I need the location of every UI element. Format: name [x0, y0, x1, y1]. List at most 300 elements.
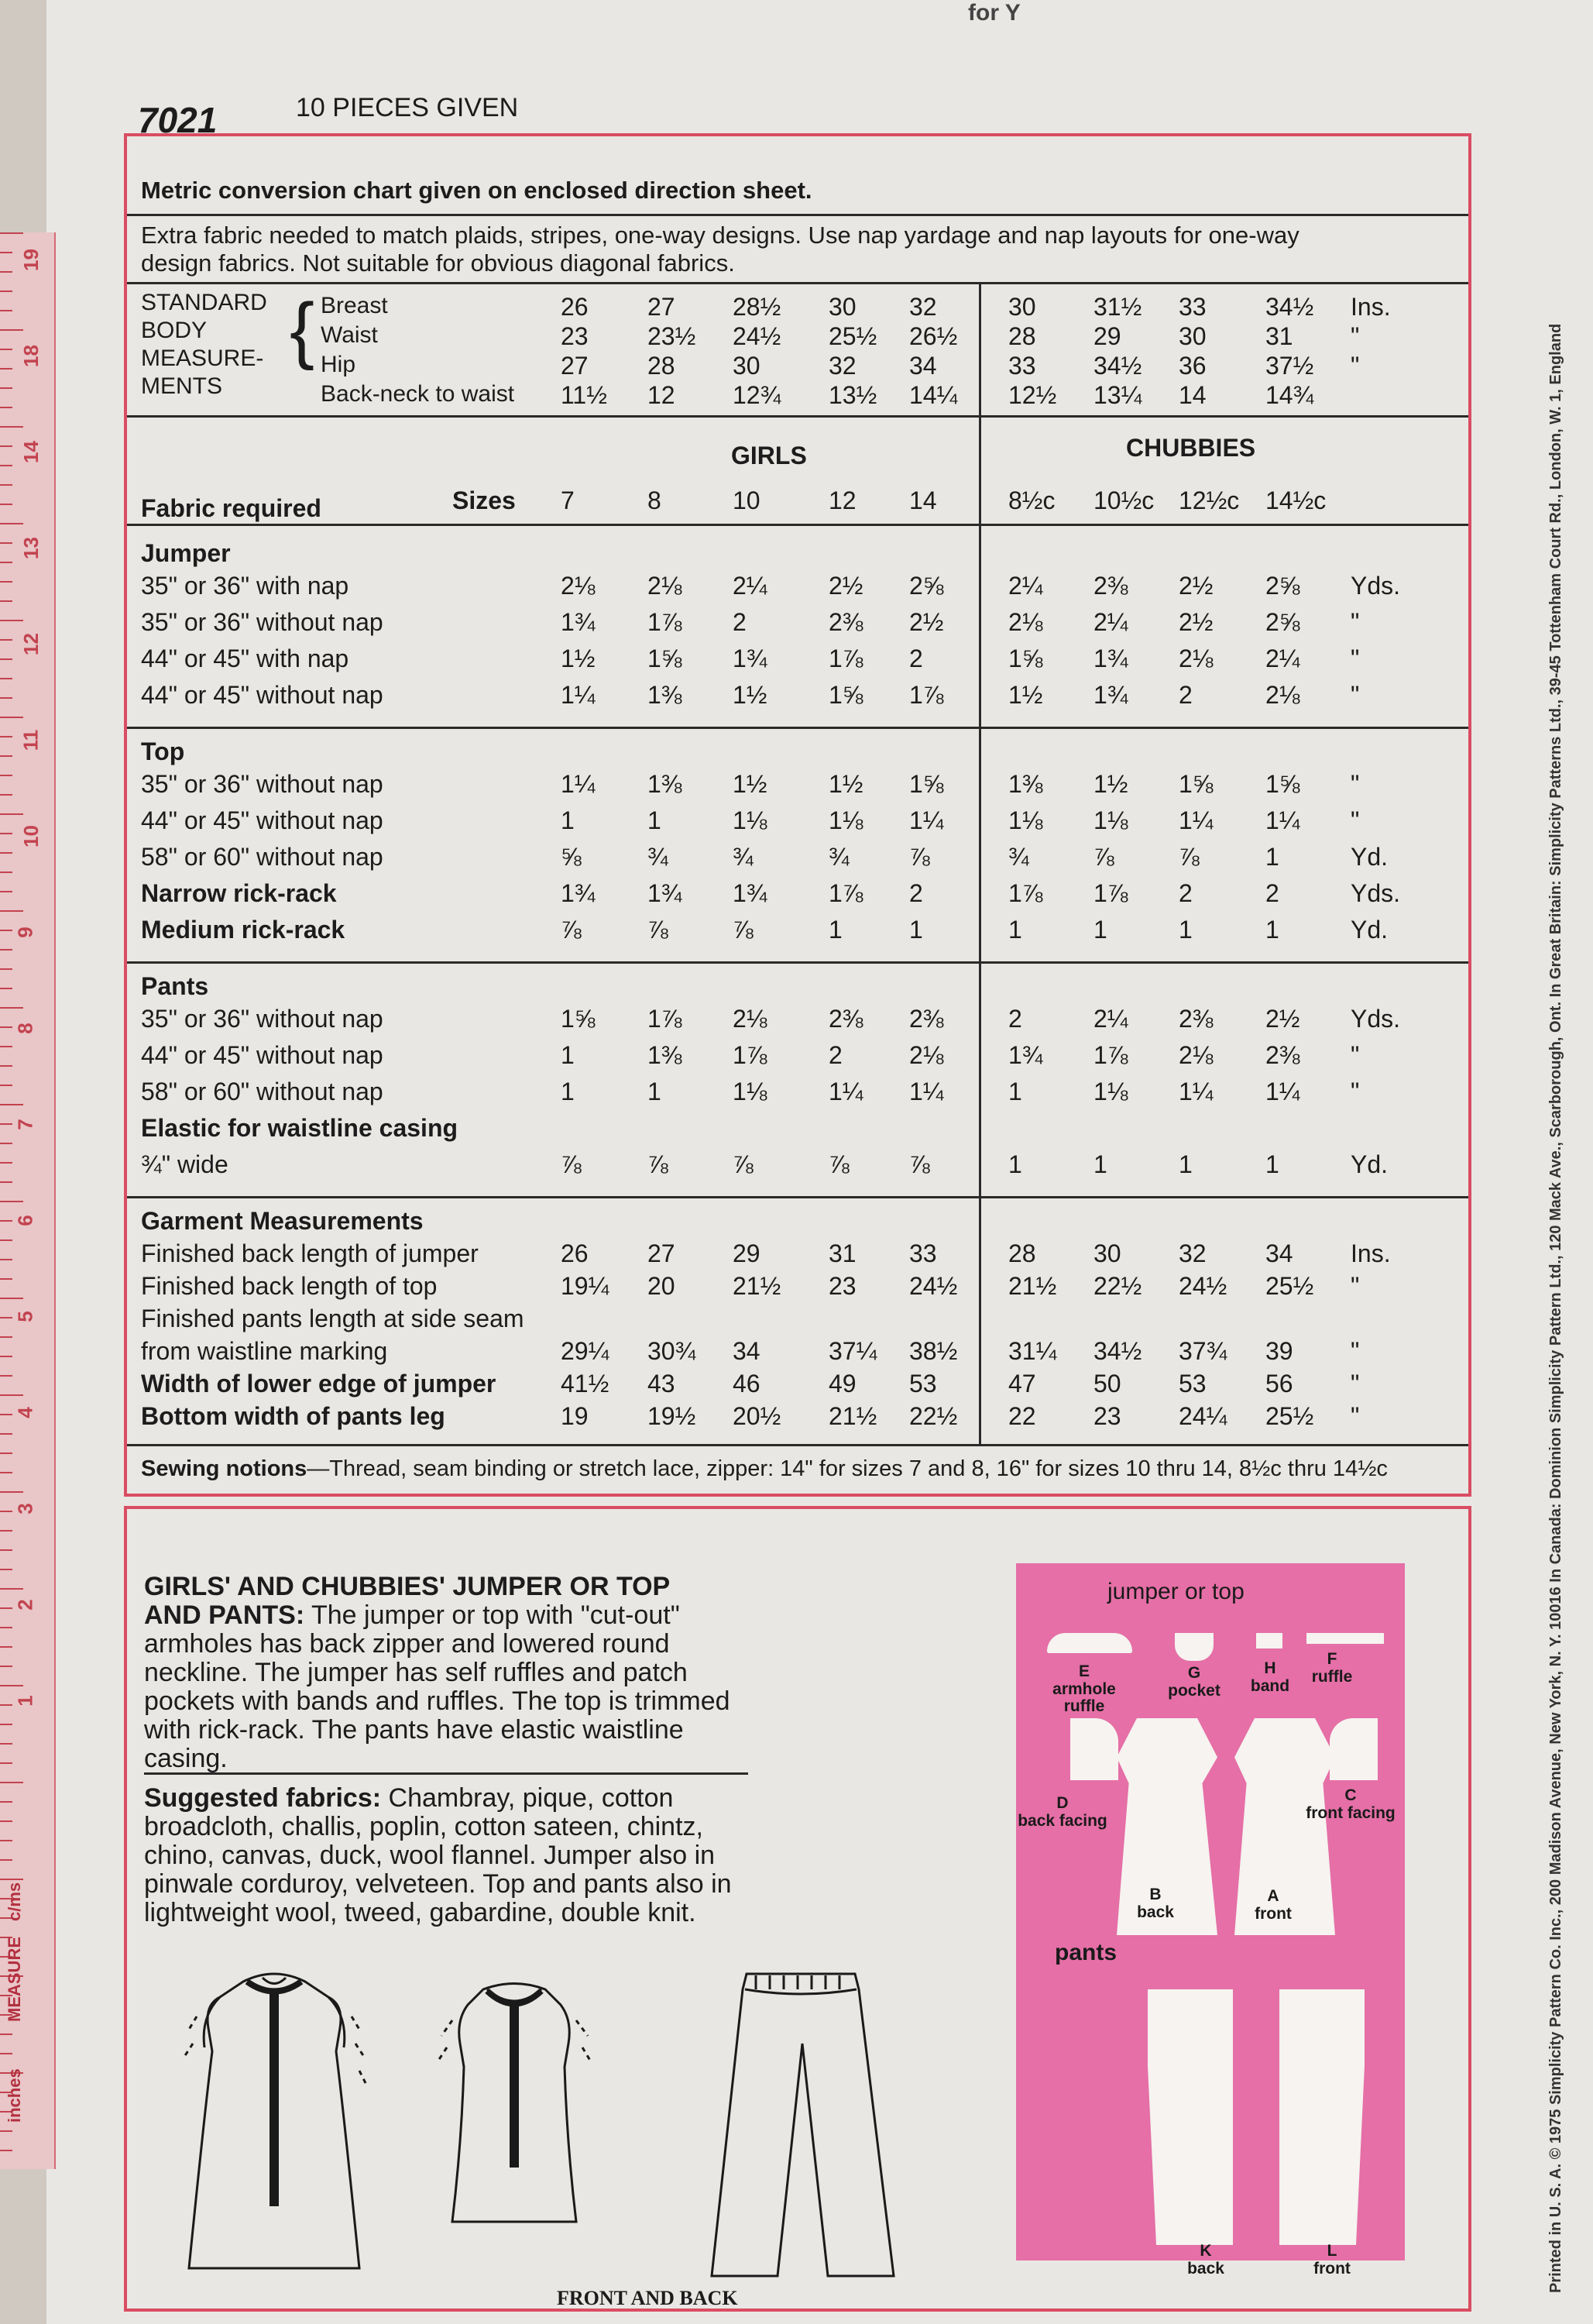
value-cell: 1⅝	[909, 770, 944, 798]
value-cell: 33	[1179, 293, 1207, 321]
tape-tick	[0, 1724, 12, 1725]
value-cell: 22	[1008, 1402, 1036, 1430]
value-cell: 1⅜	[647, 1041, 682, 1069]
unit-cell: "	[1351, 770, 1360, 798]
value-cell: 24½	[1179, 1272, 1227, 1300]
value-cell: 2⅜	[829, 1005, 863, 1033]
value-cell: 1⅝	[1008, 645, 1043, 672]
value-cell: 2	[733, 608, 747, 636]
tape-number: 2	[13, 1599, 37, 1611]
piece-e-shape	[1047, 1633, 1132, 1653]
value-cell: 1⅛	[1008, 806, 1043, 834]
tape-tick	[0, 271, 12, 273]
tape-tick	[0, 1782, 23, 1783]
value-cell: 43	[647, 1370, 675, 1397]
size-cell: 10	[733, 486, 760, 514]
pants-pieces-title: pants	[1055, 1940, 1118, 1965]
value-cell: 1⅞	[733, 1041, 767, 1069]
value-cell: 30	[829, 293, 857, 321]
value-cell: 1¾	[733, 879, 767, 907]
value-cell: 2⅜	[1179, 1005, 1214, 1033]
piece-name: front	[1255, 1905, 1292, 1923]
value-cell: 14	[1179, 381, 1207, 409]
tape-number: 10	[19, 825, 43, 847]
value-cell: 1⅞	[909, 681, 944, 709]
tape-tick	[0, 1336, 12, 1338]
standard-body-measurements-label: MENTS	[141, 373, 222, 399]
piece-name: back	[1137, 1903, 1174, 1921]
piece-letter: C	[1344, 1786, 1357, 1804]
value-cell: ⅞	[647, 1150, 668, 1178]
tape-word: c/ms	[5, 1882, 24, 1921]
value-cell: 1⅛	[1093, 806, 1128, 834]
value-cell: 2⅛	[1179, 645, 1214, 672]
tape-word: MEASURE	[5, 1936, 24, 2022]
value-cell: 1¼	[561, 681, 596, 709]
tape-number: 3	[13, 1503, 37, 1514]
tape-tick	[0, 1627, 12, 1628]
tape-tick	[0, 2033, 12, 2035]
value-cell: 30	[733, 352, 760, 380]
value-cell: 1	[561, 806, 575, 834]
sewing-notions-label: Sewing notions	[141, 1456, 307, 1481]
piece-letter: F	[1327, 1650, 1337, 1668]
value-cell: 25½	[1265, 1272, 1314, 1300]
tape-tick	[0, 891, 12, 892]
tape-tick	[0, 1026, 12, 1028]
value-cell: 25½	[829, 322, 877, 350]
value-cell: 34½	[1093, 352, 1142, 380]
unit-cell: Yds.	[1351, 879, 1401, 907]
tape-tick	[0, 910, 23, 912]
tape-tick	[0, 581, 12, 583]
value-cell: 1⅛	[1093, 1078, 1128, 1105]
value-cell: 2¼	[1093, 608, 1128, 636]
unit-cell: "	[1351, 681, 1360, 709]
tape-tick	[0, 968, 12, 970]
tape-tick	[0, 1859, 12, 1861]
value-cell: 31	[829, 1239, 857, 1267]
girls-heading: GIRLS	[731, 442, 807, 469]
unit-cell: "	[1351, 1402, 1360, 1430]
value-cell: 1	[561, 1041, 575, 1069]
tape-tick	[0, 1511, 12, 1512]
value-cell: 32	[829, 352, 857, 380]
piece-name: armhole ruffle	[1052, 1680, 1116, 1715]
piece-label	[1109, 1886, 1202, 1921]
tape-tick	[0, 1162, 12, 1164]
tape-number: 5	[13, 1311, 37, 1322]
piece-label	[1016, 1794, 1109, 1830]
tape-tick	[0, 484, 12, 486]
value-cell: 1	[1179, 916, 1193, 944]
value-cell: 2	[1265, 879, 1279, 907]
value-cell: 13½	[829, 381, 877, 409]
unit-cell: "	[1351, 1078, 1360, 1105]
value-cell: 2⅝	[1265, 608, 1300, 636]
value-cell: 14¾	[1265, 381, 1314, 409]
body-measurement-label: Back-neck to waist	[321, 381, 515, 407]
chubbies-heading: CHUBBIES	[1126, 434, 1256, 462]
value-cell: 2½	[1179, 608, 1214, 636]
piece-d-shape	[1070, 1718, 1118, 1780]
value-cell: 20	[647, 1272, 675, 1300]
tape-number: 14	[19, 441, 43, 463]
value-cell: 1⅛	[733, 1078, 767, 1105]
tape-tick	[0, 1666, 12, 1667]
value-cell: 30	[1008, 293, 1036, 321]
value-cell: 49	[829, 1370, 857, 1397]
piece-label	[1227, 1887, 1320, 1923]
value-cell: 26½	[909, 322, 958, 350]
divider	[127, 961, 1468, 964]
value-cell: 19¼	[561, 1272, 609, 1300]
tape-tick	[0, 329, 23, 331]
value-cell: 1½	[829, 770, 863, 798]
tape-tick	[0, 736, 12, 737]
tape-tick	[0, 775, 12, 776]
value-cell: ⅞	[733, 916, 754, 944]
tape-tick	[0, 930, 12, 931]
value-cell: 1¼	[1265, 806, 1300, 834]
tape-tick	[0, 523, 23, 524]
pieces-given: 10 PIECES GIVEN	[296, 93, 519, 122]
body-measurement-label: Hip	[321, 352, 356, 377]
value-cell: 1¼	[909, 806, 944, 834]
unit-cell: "	[1351, 1272, 1360, 1300]
tape-tick	[0, 1820, 12, 1822]
tape-tick	[0, 1046, 12, 1047]
value-cell: 56	[1265, 1370, 1293, 1397]
tape-tick	[0, 1317, 12, 1318]
tape-tick	[0, 1201, 23, 1202]
tape-tick	[0, 1549, 12, 1551]
value-cell: 31¼	[1008, 1337, 1057, 1365]
piece-letter: L	[1327, 2242, 1337, 2260]
value-cell: 36	[1179, 352, 1207, 380]
value-cell: 32	[909, 293, 937, 321]
value-cell: 1½	[1008, 681, 1043, 709]
fabrics-label: Suggested fabrics:	[144, 1783, 382, 1813]
tape-number: 7	[13, 1119, 37, 1130]
tape-tick	[0, 1356, 12, 1357]
size-cell: 8	[647, 486, 661, 514]
value-cell: 53	[909, 1370, 937, 1397]
size-cell: 12½c	[1179, 486, 1240, 514]
value-cell: 34	[909, 352, 937, 380]
tape-tick	[0, 988, 12, 989]
value-cell: 2½	[909, 608, 944, 636]
value-cell: 24¼	[1179, 1402, 1227, 1430]
value-cell: ¾	[733, 843, 754, 871]
tape-tick	[0, 1452, 12, 1454]
tape-word: inches	[5, 2068, 24, 2123]
size-cell: 14	[909, 486, 937, 514]
jumper-pieces-title: jumper or top	[1107, 1579, 1245, 1604]
value-cell: 28	[1008, 1239, 1036, 1267]
value-cell: ⅞	[561, 916, 582, 944]
value-cell: ⅝	[561, 843, 582, 871]
value-cell: 1	[1093, 916, 1107, 944]
row-label: from waistline marking	[141, 1337, 388, 1365]
value-cell: 29	[733, 1239, 760, 1267]
value-cell: 1	[1093, 1150, 1107, 1178]
tape-number: 19	[19, 249, 43, 271]
unit-cell: Yds.	[1351, 1005, 1401, 1033]
value-cell: 2⅛	[561, 572, 596, 600]
tape-tick	[0, 1569, 12, 1570]
value-cell: 1⅜	[1008, 770, 1043, 798]
value-cell: ¾	[1008, 843, 1029, 871]
value-cell: 37½	[1265, 352, 1314, 380]
piece-name: band	[1250, 1677, 1290, 1695]
value-cell: 1½	[733, 681, 767, 709]
value-cell: 13¼	[1093, 381, 1142, 409]
value-cell: 53	[1179, 1370, 1207, 1397]
value-cell: 1	[1265, 1150, 1279, 1178]
value-cell: 24½	[909, 1272, 958, 1300]
tape-tick	[0, 1085, 12, 1086]
tape-tick	[0, 755, 12, 757]
value-cell: 33	[1008, 352, 1036, 380]
tape-tick	[0, 2150, 12, 2151]
tape-tick	[0, 717, 23, 718]
tape-number: 6	[13, 1215, 37, 1226]
row-label: 35" or 36" without nap	[141, 770, 383, 798]
size-cell: 14½c	[1265, 486, 1327, 514]
description-body: The jumper or top with "cut-out" armholes has back zipper and lowered round neckline. The jumper has self ruffles and patch pockets with bands and ruffles. The top is trimmed with rick-rack. The pants have elastic waistline casing.	[144, 1600, 730, 1773]
value-cell: 1	[1179, 1150, 1193, 1178]
size-cell: 10½c	[1093, 486, 1155, 514]
value-cell: 1⅞	[1008, 879, 1043, 907]
tape-number: 8	[13, 1023, 37, 1034]
tape-tick	[0, 600, 12, 602]
value-cell: 28	[1008, 322, 1036, 350]
standard-body-measurements-label: STANDARD	[141, 290, 267, 315]
value-cell: 1	[1008, 1078, 1022, 1105]
tape-tick	[0, 1239, 12, 1241]
piece-name: ruffle	[1311, 1668, 1353, 1686]
piece-name: pocket	[1168, 1682, 1220, 1700]
value-cell: ⅞	[647, 916, 668, 944]
value-cell: 27	[647, 1239, 675, 1267]
value-cell: 2	[1008, 1005, 1022, 1033]
tape-tick	[0, 1801, 12, 1803]
value-cell: 34½	[1093, 1337, 1142, 1365]
value-cell: 1⅞	[1093, 879, 1128, 907]
unit-cell: "	[1351, 322, 1360, 350]
piece-letter: E	[1078, 1662, 1090, 1680]
piece-f-shape	[1306, 1633, 1384, 1644]
value-cell: 1½	[733, 770, 767, 798]
value-cell: 1¼	[1179, 1078, 1214, 1105]
tape-tick	[0, 1472, 12, 1473]
value-cell: 1⅜	[647, 770, 682, 798]
value-cell: 26	[561, 293, 589, 321]
unit-cell: Yd.	[1351, 916, 1389, 944]
row-label: 44" or 45" without nap	[141, 681, 383, 709]
section-title: Garment Measurements	[141, 1207, 424, 1235]
tape-tick	[0, 1743, 12, 1745]
value-cell: 24½	[733, 322, 781, 350]
description-title: GIRLS' AND CHUBBIES' JUMPER OR TOP AND PANTS:	[144, 1572, 670, 1630]
value-cell: 1	[829, 916, 843, 944]
tape-tick	[0, 1181, 12, 1183]
tape-tick	[0, 1530, 12, 1532]
tape-tick	[0, 658, 12, 660]
divider	[127, 415, 1468, 418]
value-cell: 34	[1265, 1239, 1293, 1267]
value-cell: 2½	[829, 572, 863, 600]
fabric-required-label: Fabric required	[141, 494, 321, 522]
piece-g-shape	[1175, 1633, 1214, 1661]
tape-tick	[0, 1278, 12, 1280]
tape-tick	[0, 794, 12, 796]
row-label: Finished back length of top	[141, 1272, 438, 1300]
piece-name: back	[1187, 2260, 1224, 2278]
tape-tick	[0, 1104, 23, 1105]
tape-number: 9	[13, 927, 37, 938]
suggested-fabrics	[144, 1772, 748, 1927]
tape-tick	[0, 1375, 12, 1377]
tape-tick	[0, 290, 12, 292]
tape-tick	[0, 620, 23, 621]
value-cell: ⅞	[909, 1150, 930, 1178]
tape-tick	[0, 852, 12, 854]
value-cell: 1½	[561, 645, 596, 672]
divider	[127, 214, 1468, 216]
value-cell: 37¼	[829, 1337, 877, 1365]
value-cell: 22½	[1093, 1272, 1142, 1300]
value-cell: 30¾	[647, 1337, 696, 1365]
value-cell: 1¾	[561, 879, 596, 907]
value-cell: 2¼	[1008, 572, 1043, 600]
value-cell: 21½	[829, 1402, 877, 1430]
value-cell: 19	[561, 1402, 589, 1430]
value-cell: ⅞	[733, 1150, 754, 1178]
body-measurement-label: Waist	[321, 322, 378, 348]
row-label: 58" or 60" without nap	[141, 1078, 383, 1105]
piece-name: front	[1313, 2260, 1351, 2278]
tape-tick	[0, 1879, 23, 1880]
value-cell: 1	[647, 806, 661, 834]
unit-cell: Yd.	[1351, 843, 1389, 871]
tape-tick	[0, 562, 12, 563]
value-cell: 39	[1265, 1337, 1293, 1365]
piece-label	[1304, 1786, 1397, 1822]
row-label: Finished back length of jumper	[141, 1239, 479, 1267]
value-cell: 37¾	[1179, 1337, 1227, 1365]
value-cell: 1	[561, 1078, 575, 1105]
piece-label	[1286, 2242, 1378, 2278]
divider	[127, 1196, 1468, 1198]
value-cell: 2⅛	[909, 1041, 944, 1069]
group-divider	[979, 282, 981, 1444]
value-cell: 1¾	[647, 879, 682, 907]
divider	[127, 1444, 1468, 1446]
row-label: Bottom width of pants leg	[141, 1402, 445, 1430]
section-title: Jumper	[141, 539, 231, 567]
value-cell: 1	[1008, 1150, 1022, 1178]
value-cell: 1	[647, 1078, 661, 1105]
unit-cell: "	[1351, 1370, 1360, 1397]
value-cell: 1⅛	[733, 806, 767, 834]
divider	[127, 282, 1468, 284]
unit-cell: "	[1351, 645, 1360, 672]
tape-tick	[0, 310, 12, 311]
piece-letter: G	[1187, 1664, 1201, 1682]
tape-tick	[0, 1007, 23, 1009]
extra-fabric-note-line1: Extra fabric needed to match plaids, stripes, one-way designs. Use nap yardage and nap layouts for one-way	[141, 222, 1299, 249]
tape-tick	[0, 1259, 12, 1260]
row-label: Elastic for waistline casing	[141, 1114, 458, 1142]
row-label: Width of lower edge of jumper	[141, 1370, 496, 1397]
value-cell: 1⅞	[829, 879, 863, 907]
value-cell: 1¼	[909, 1078, 944, 1105]
value-cell: 31	[1265, 322, 1293, 350]
body-measurement-label: Breast	[321, 293, 388, 318]
row-label: 35" or 36" without nap	[141, 608, 383, 636]
divider	[127, 727, 1468, 729]
section-title: Pants	[141, 972, 209, 1000]
unit-cell: "	[1351, 352, 1360, 380]
tape-measure	[0, 232, 56, 2169]
tape-tick	[0, 1065, 12, 1067]
unit-cell: "	[1351, 806, 1360, 834]
row-label: ¾" wide	[141, 1150, 228, 1178]
value-cell: 2¼	[1093, 1005, 1128, 1033]
pattern-number: 7021	[138, 100, 218, 140]
tape-tick	[0, 1491, 23, 1493]
piece-letter: H	[1264, 1659, 1276, 1677]
value-cell: 47	[1008, 1370, 1036, 1397]
piece-letter: D	[1056, 1794, 1069, 1812]
tape-number: 11	[19, 729, 43, 751]
value-cell: 12	[647, 381, 675, 409]
value-cell: 23½	[647, 322, 696, 350]
value-cell: 2⅛	[1179, 1041, 1214, 1069]
value-cell: ⅞	[1093, 843, 1114, 871]
value-cell: 1	[1008, 916, 1022, 944]
value-cell: 11½	[561, 381, 607, 409]
size-cell: 7	[561, 486, 575, 514]
row-label: 58" or 60" without nap	[141, 843, 383, 871]
value-cell: 2⅜	[1093, 572, 1128, 600]
tape-tick	[0, 813, 23, 815]
value-cell: 1⅝	[561, 1005, 596, 1033]
value-cell: 28½	[733, 293, 781, 321]
tape-number: 18	[19, 345, 43, 367]
value-cell: 30	[1179, 322, 1207, 350]
piece-label	[1286, 1650, 1378, 1686]
value-cell: 21½	[733, 1272, 781, 1300]
value-cell: 27	[647, 293, 675, 321]
tape-tick	[0, 1143, 12, 1144]
tape-tick	[0, 1123, 12, 1125]
value-cell: 34½	[1265, 293, 1314, 321]
pattern-pieces-diagram	[1016, 1563, 1405, 2278]
tape-tick	[0, 1433, 12, 1435]
value-cell: 2⅛	[733, 1005, 767, 1033]
tape-tick	[0, 1220, 12, 1222]
value-cell: 41½	[561, 1370, 609, 1397]
row-label: Narrow rick-rack	[141, 879, 337, 907]
value-cell: 1¼	[829, 1078, 863, 1105]
value-cell: 12½	[1008, 381, 1057, 409]
standard-body-measurements-label: BODY	[141, 318, 208, 343]
tape-number: 4	[13, 1407, 37, 1418]
value-cell: 2⅛	[647, 572, 682, 600]
